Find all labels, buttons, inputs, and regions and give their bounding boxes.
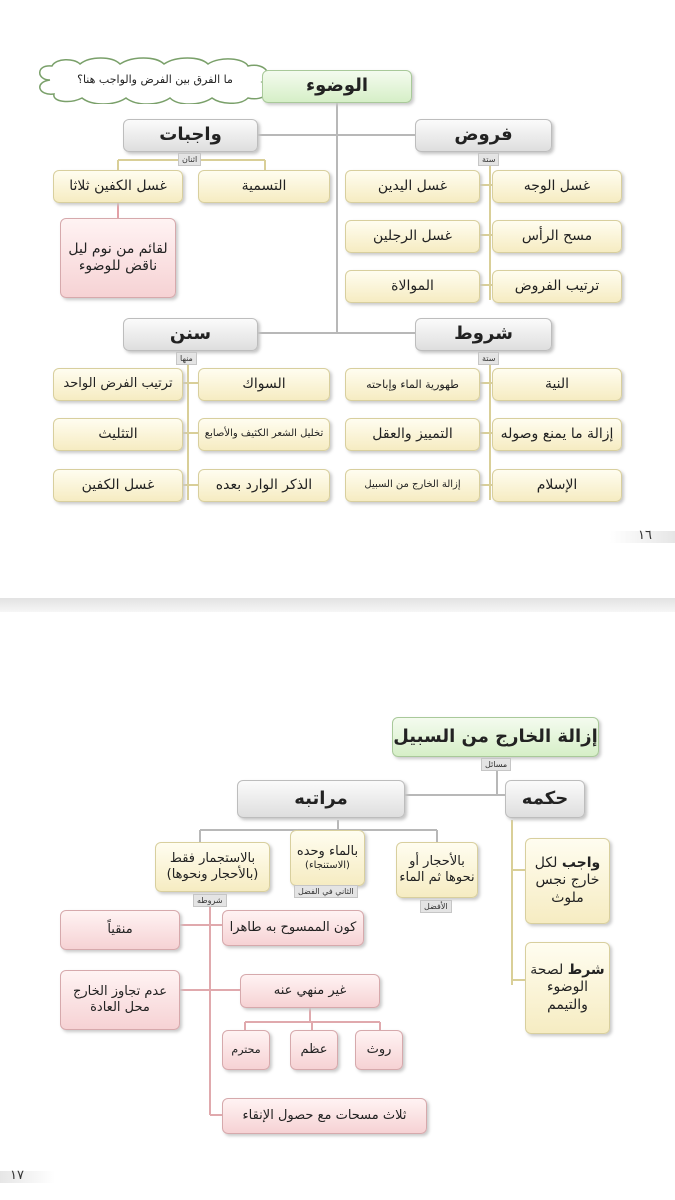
sunan-item-3: تخليل الشعر الكثيف والأصابع [198, 418, 330, 451]
condition-ghayr-manhi: غير منهي عنه [240, 974, 380, 1008]
hukm-wajib-rest: لكل خارج نجس ملوث [534, 854, 600, 906]
maratib-item-2-line1: بالماء وحده [296, 843, 359, 859]
maratib-tag-2: الثاني في الفضل [294, 885, 358, 898]
wajibat-note: لقائم من نوم ليل ناقض للوضوء [60, 218, 176, 298]
page-17 [0, 690, 675, 1200]
shurut-item-4: التمييز والعقل [345, 418, 480, 451]
furud-item-5: ترتيب الفروض [492, 270, 622, 303]
sunan-item-4: التثليث [53, 418, 183, 451]
shurut-item-6: إزالة الخارج من السبيل [345, 469, 480, 502]
page-16 [0, 0, 675, 560]
root-node-wudu: الوضوء [262, 70, 412, 103]
maratib-tag-1: الأفضل [420, 900, 452, 913]
maratib-item-1-line1: بالأحجار أو [409, 853, 465, 869]
hukm-wajib [525, 838, 610, 924]
hukm-shart-rest: لصحة الوضوء والتيمم [530, 961, 589, 1013]
maratib-item-1-line2: نحوها ثم الماء [399, 870, 475, 885]
cloud-question-text: ما الفرق بين الفرض والواجب هنا؟ [77, 73, 233, 87]
shurut-item-5: الإسلام [492, 469, 622, 502]
shurut-node: شروط [415, 318, 552, 351]
page-number-17: ١٧ [10, 1168, 24, 1183]
forbidden-azm: عظم [290, 1030, 338, 1070]
forbidden-rawth: روث [355, 1030, 403, 1070]
furud-node: فروض [415, 119, 552, 152]
sunan-item-2: ترتيب الفرض الواحد [53, 368, 183, 401]
condition-munqi: منقياً [60, 910, 180, 950]
maratib-item-3-line1: بالاستجمار فقط [169, 850, 256, 866]
maratib-item-3-line2: (بالأحجار ونحوها) [166, 867, 259, 882]
forbidden-muhtaram: محترم [222, 1030, 270, 1070]
condition-thalath-masahat: ثلاث مسحات مع حصول الإنقاء [222, 1098, 427, 1134]
furud-tag: ستة [478, 153, 499, 166]
sunan-item-6: غسل الكفين [53, 469, 183, 502]
wajibat-node: واجبات [123, 119, 258, 152]
page-separator [0, 598, 675, 612]
sunan-item-5: الذكر الوارد بعده [198, 469, 330, 502]
condition-tahir: كون الممسوح به طاهرا [222, 910, 364, 946]
shurut-tag: ستة [478, 352, 499, 365]
furud-item-1: غسل الوجه [492, 170, 622, 203]
maratib-item-2 [290, 830, 365, 886]
maratib-item-2-line2: (الاستنجاء) [305, 859, 350, 871]
sunan-item-1: السواك [198, 368, 330, 401]
shurut-item-2: طهورية الماء وإباحته [345, 368, 480, 401]
sunan-tag: منها [176, 352, 197, 365]
wajibat-tag: اثنان [178, 153, 201, 166]
root-node-izala: إزالة الخارج من السبيل [392, 717, 599, 757]
hukm-shart [525, 942, 610, 1034]
maratib-node: مراتبه [237, 780, 405, 818]
shurut-item-1: النية [492, 368, 622, 401]
furud-item-3: مسح الرأس [492, 220, 622, 253]
maratib-item-1 [396, 842, 478, 898]
furud-item-4: غسل الرجلين [345, 220, 480, 253]
hukm-shart-bold: شرط [567, 961, 605, 978]
condition-adam-tajawuz: عدم تجاوز الخارج محل العادة [60, 970, 180, 1030]
root-tag: مسائل [481, 758, 511, 771]
furud-item-2: غسل اليدين [345, 170, 480, 203]
wajibat-item-tasmiya: التسمية [198, 170, 330, 203]
hukm-wajib-bold: واجب [561, 854, 601, 871]
wajibat-item-ghasl-kaffayn: غسل الكفين ثلاثا [53, 170, 183, 203]
maratib-tag-3: شروطه [193, 894, 227, 907]
shurut-item-3: إزالة ما يمنع وصوله [492, 418, 622, 451]
maratib-item-3 [155, 842, 270, 892]
page-number-bar-17 [0, 1171, 55, 1183]
sunan-node: سنن [123, 318, 258, 351]
hukm-node: حكمه [505, 780, 585, 818]
furud-item-6: الموالاة [345, 270, 480, 303]
page-number-16: ١٦ [638, 528, 652, 543]
